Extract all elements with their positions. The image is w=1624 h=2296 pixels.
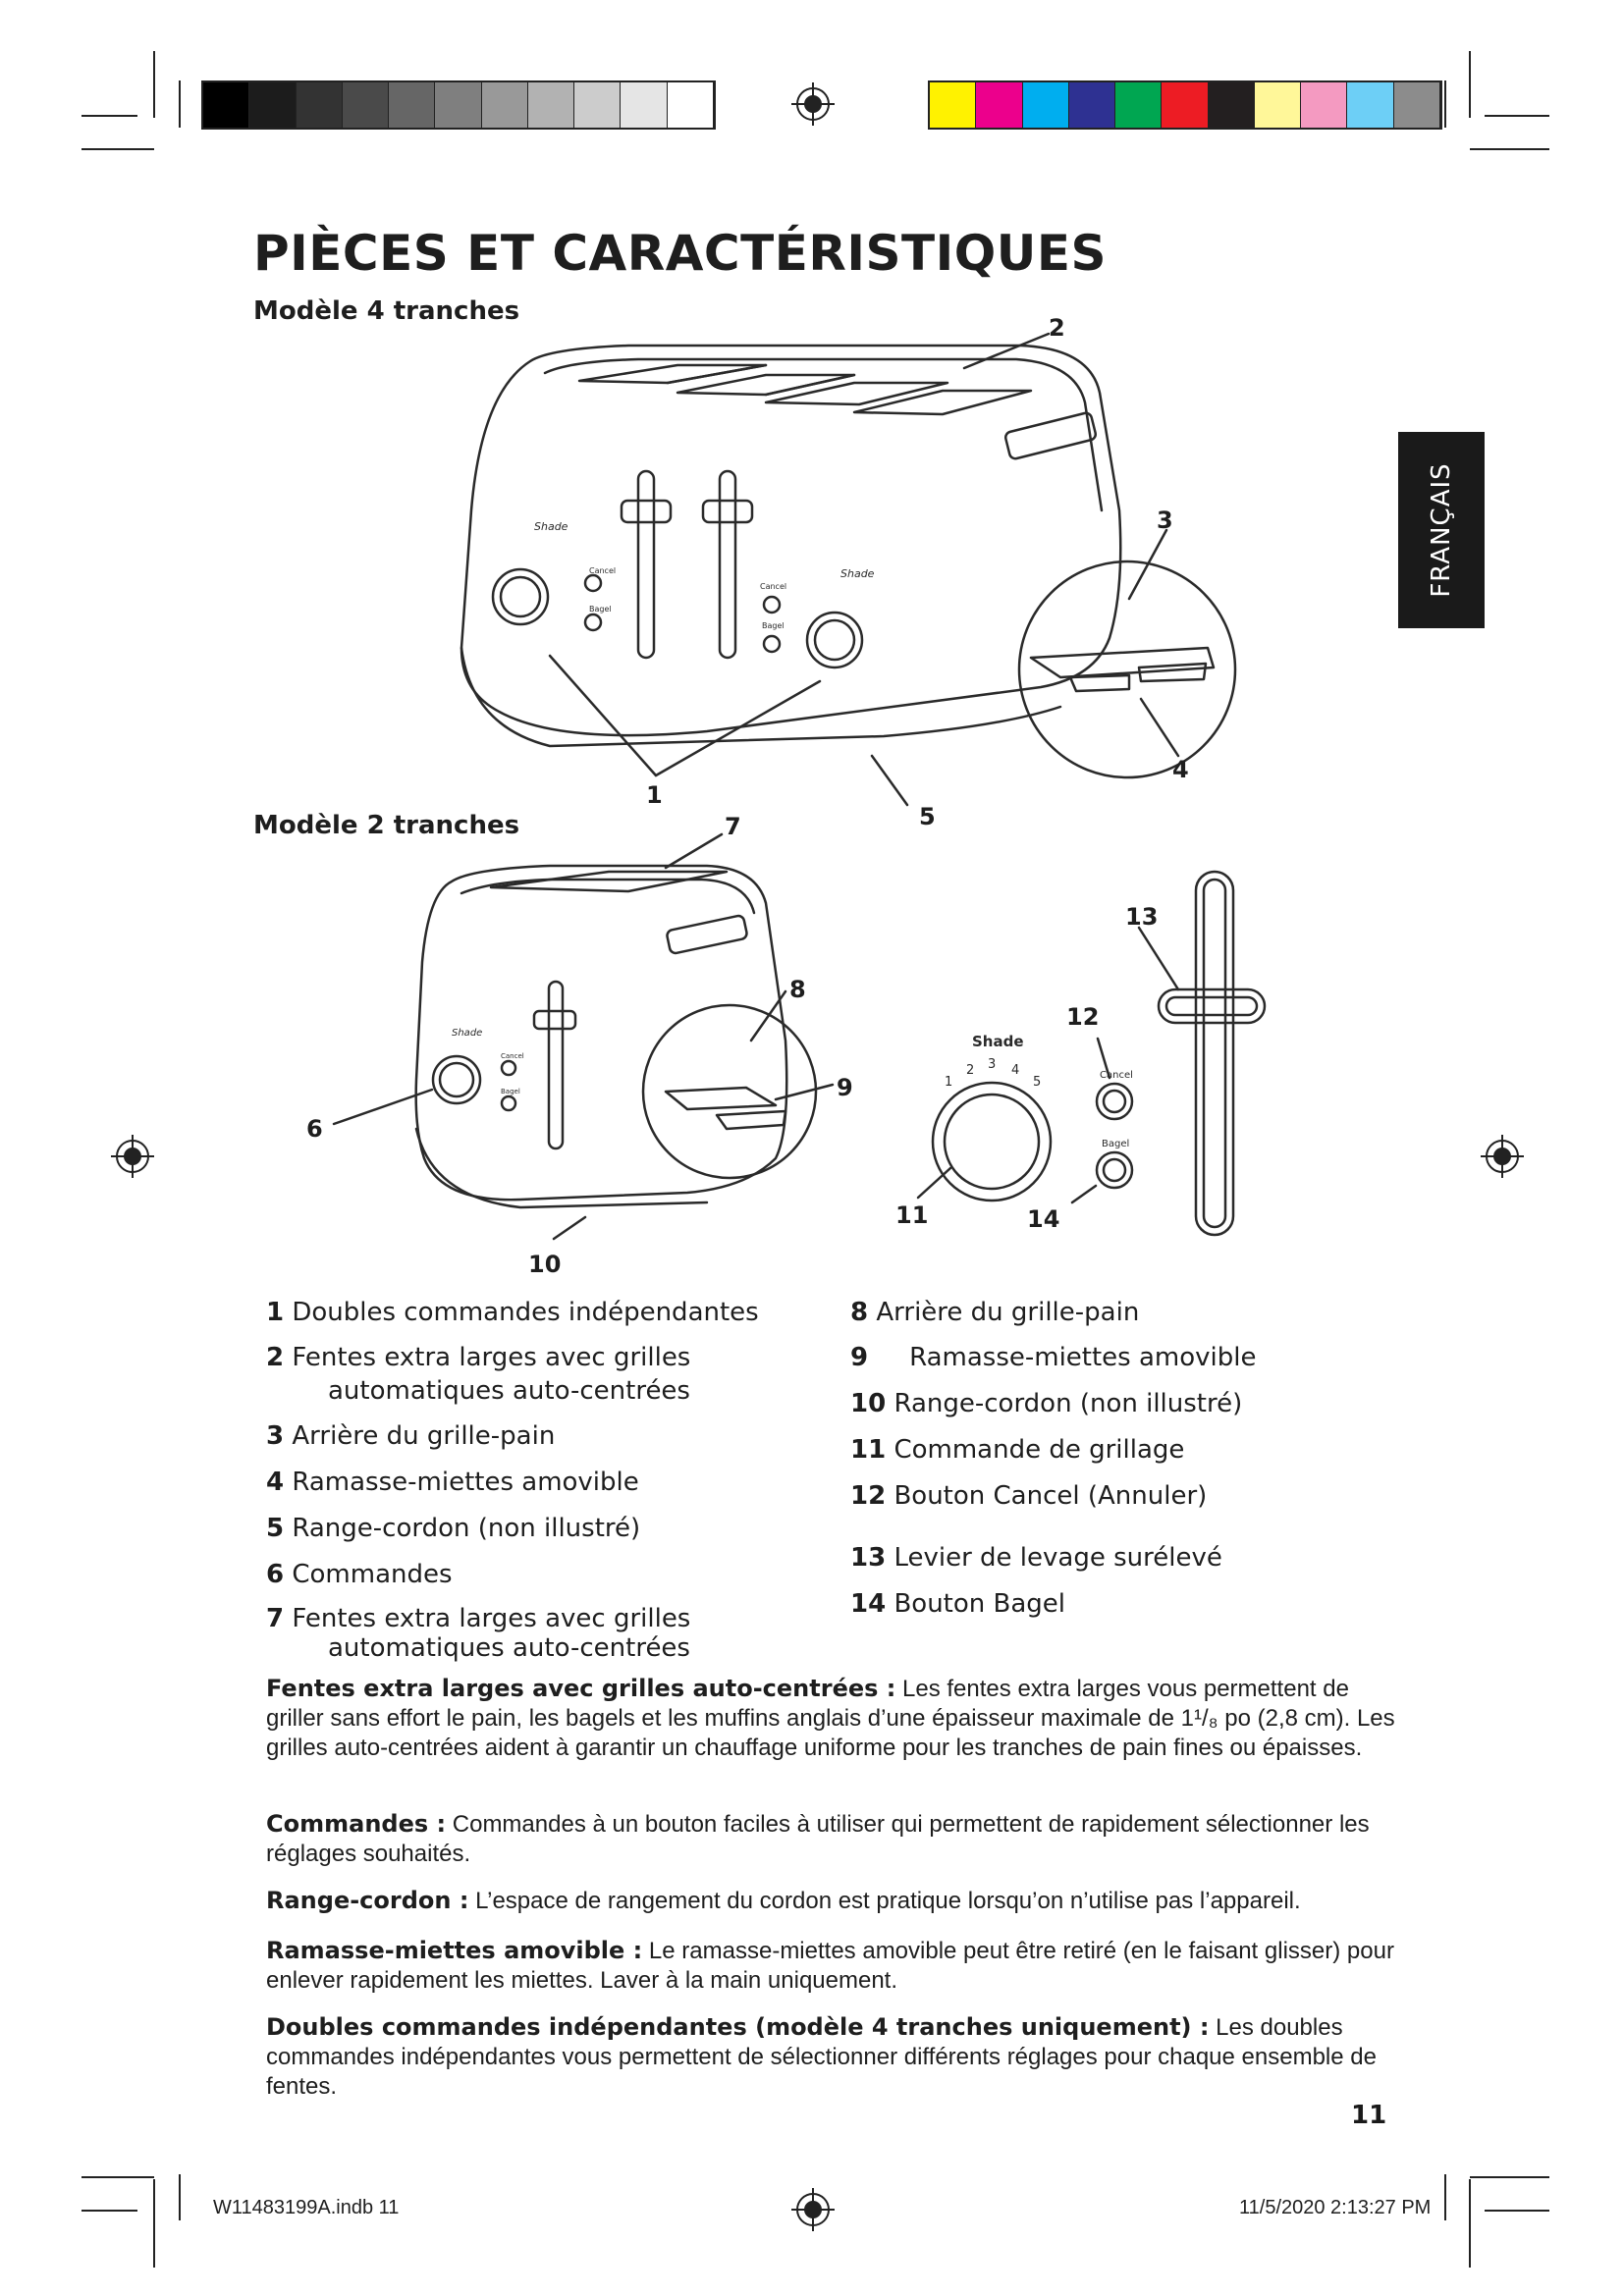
cancel-label-left: Cancel — [589, 566, 617, 575]
callout-7: 7 — [725, 813, 741, 840]
list-item: 2 Fentes extra larges avec grilles automatiques auto-centrées — [266, 1343, 691, 1406]
feature-paragraph: Range-cordon : L’espace de rangement du cordon est pratique lorsqu’on n’utilise pas l’appareil. — [266, 1887, 1301, 1914]
list-item: 12 Bouton Cancel (Annuler) — [850, 1481, 1208, 1511]
feature-paragraph: Ramasse-miettes amovible : Le ramasse-miettes amovible peut être retiré (en le faisant glisser) pour enlever rapidement les miettes. Laver à la main uniquement. — [266, 1937, 1394, 1994]
callout-14: 14 — [1027, 1205, 1060, 1233]
list-item: 6 Commandes — [266, 1560, 453, 1589]
dial-number-1: 1 — [945, 1075, 953, 1090]
list-item: 11 Commande de grillage — [850, 1435, 1185, 1465]
callout-8: 8 — [789, 976, 806, 1003]
parts-list-right — [850, 1296, 1361, 1629]
dial-number-5: 5 — [1033, 1075, 1042, 1090]
language-tab-label: FRANÇAIS — [1427, 462, 1456, 598]
list-item: 13 Levier de levage surélevé — [850, 1543, 1222, 1573]
bagel-label-right: Bagel — [762, 621, 785, 630]
cancel-label-right: Cancel — [760, 582, 787, 591]
bagel-label-left: Bagel — [589, 605, 612, 614]
model-2-slice-label: Modèle 2 tranches — [253, 811, 520, 840]
feature-paragraph: Doubles commandes indépendantes (modèle 4 tranches uniquement) : Les doubles commandes indépendantes vous permettent de sélectionner différents réglages pour chaque ensemble de fentes. — [266, 2013, 1377, 2100]
page-title: PIÈCES ET CARACTÉRISTIQUES — [253, 225, 1107, 282]
registration-mark-bottom — [791, 2188, 835, 2231]
dial-number-3: 3 — [988, 1057, 997, 1072]
callout-10: 10 — [528, 1251, 562, 1278]
list-item: 7 Fentes extra larges avec grilles automatiques auto-centrées — [266, 1604, 691, 1663]
shade-label-right: Shade — [840, 567, 875, 580]
list-item: 10 Range-cordon (non illustré) — [850, 1389, 1243, 1418]
callout-9: 9 — [837, 1074, 853, 1101]
callout-6: 6 — [306, 1115, 323, 1143]
list-item: 9 Ramasse-miettes amovible — [850, 1343, 1257, 1372]
bagel-label-2slice: Bagel — [501, 1088, 520, 1095]
list-item: 14 Bouton Bagel — [850, 1589, 1066, 1619]
callout-12: 12 — [1066, 1003, 1100, 1031]
callout-2: 2 — [1049, 314, 1065, 342]
callout-13: 13 — [1125, 903, 1159, 931]
footer-file-name: W11483199A.indb 11 — [213, 2197, 400, 2218]
list-item: 8 Arrière du grille-pain — [850, 1298, 1140, 1327]
list-item: 1 Doubles commandes indépendantes — [266, 1298, 759, 1327]
model-4-slice-label: Modèle 4 tranches — [253, 296, 520, 326]
cancel-label-2slice: Cancel — [501, 1052, 524, 1060]
callout-3: 3 — [1157, 507, 1173, 534]
shade-label-2slice: Shade — [452, 1028, 483, 1039]
dial-number-2: 2 — [966, 1063, 975, 1078]
footer-datetime: 11/5/2020 2:13:27 PM — [1239, 2197, 1432, 2218]
shade-label-left: Shade — [534, 520, 568, 533]
callout-11: 11 — [895, 1201, 929, 1229]
dial-number-4: 4 — [1011, 1063, 1020, 1078]
list-item: 4 Ramasse-miettes amovible — [266, 1468, 639, 1497]
callout-1: 1 — [646, 781, 663, 809]
parts-list-left — [266, 1296, 816, 1669]
bagel-label-detail: Bagel — [1102, 1139, 1130, 1149]
cancel-label-detail: Cancel — [1100, 1070, 1133, 1081]
shade-label-detail: Shade — [972, 1033, 1024, 1050]
callout-4: 4 — [1172, 756, 1189, 783]
registration-mark-top — [791, 82, 835, 126]
feature-paragraph: Fentes extra larges avec grilles auto-centrées : Les fentes extra larges vous permettent de griller sans effort le pain, les bagels et les muffins anglais d’une épaisseur maximale de 1¹/₈ po (2,8 cm). Les grilles auto-centrées aident à garantir un chauffage uniforme pour les tranches de pain fines ou épaisses. — [266, 1675, 1395, 1761]
page-number: 11 — [1351, 2101, 1387, 2130]
callout-5: 5 — [919, 803, 936, 830]
list-item: 3 Arrière du grille-pain — [266, 1421, 556, 1451]
feature-paragraph: Commandes : Commandes à un bouton faciles à utiliser qui permettent de rapidement sélectionner les réglages souhaités. — [266, 1810, 1370, 1867]
list-item: 5 Range-cordon (non illustré) — [266, 1514, 641, 1543]
